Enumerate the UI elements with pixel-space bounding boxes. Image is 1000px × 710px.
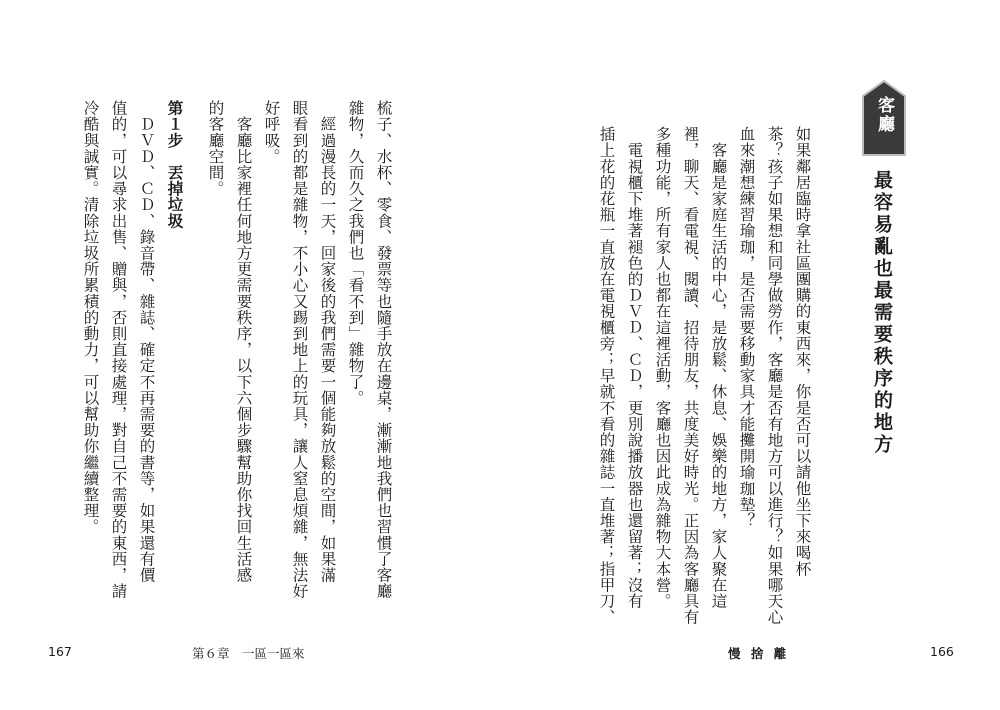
- paragraph-line: 茶？孩子如果想和同學做勞作，客廳是否有地方可以進行？如果哪天心: [765, 126, 784, 626]
- step-paragraph-line: 值的，可以尋求出售、贈與，否則直接處理，對自己不需要的東西，請: [109, 100, 128, 600]
- paragraph-line: 經過漫長的一天，回家後的我們需要一個能夠放鬆的空間，如果滿: [318, 100, 337, 583]
- section-badge-label: 客廳: [874, 96, 894, 134]
- paragraph-line: 雜物，久而久之我們也「看不到」雜物了。: [346, 100, 365, 406]
- chapter-footer: 第６章 一區一區來: [192, 646, 305, 661]
- book-title-footer: 慢 捨 離: [728, 646, 790, 661]
- step-heading: 第１步 丟掉垃圾: [165, 100, 184, 229]
- page-number: 167: [48, 644, 72, 659]
- step-paragraph-line: ＤＶＤ、ＣＤ、錄音帶、雜誌、確定不再需要的書等，如果還有價: [137, 100, 156, 583]
- paragraph-line: 客廳比家裡任何地方更需要秩序，以下六個步驟幫助你找回生活感: [234, 100, 253, 583]
- paragraph-line: 插上花的花瓶一直放在電視櫃旁；早就不看的雜誌一直堆著；指甲刀、: [597, 126, 616, 626]
- paragraph-line: 客廳是家庭生活的中心，是放鬆、休息、娛樂的地方，家人聚在這: [709, 126, 728, 609]
- paragraph-line: 電視櫃下堆著褪色的ＤＶＤ、ＣＤ，更別說播放器也還留著；沒有: [625, 126, 644, 609]
- paragraph-line: 梳子、水杯、零食、發票等也隨手放在邊桌，漸漸地我們也習慣了客廳: [374, 100, 393, 600]
- paragraph-line: 眼看到的都是雜物，不小心又踢到地上的玩具，讓人窒息煩雜，無法好: [290, 100, 309, 600]
- paragraph-line: 裡，聊天、看電視、閱讀、招待朋友，共度美好時光。正因為客廳具有: [681, 126, 700, 626]
- paragraph-line: 多種功能，所有家人也都在這裡活動，客廳也因此成為雜物大本營。: [653, 126, 672, 609]
- paragraph-line: 的客廳空間。: [206, 100, 225, 197]
- page-number: 166: [930, 644, 954, 659]
- paragraph-line: 好呼吸。: [262, 100, 281, 165]
- paragraph-line: 如果鄰居臨時拿社區團購的東西來，你是否可以請他坐下來喝杯: [793, 126, 812, 577]
- paragraph-line: 血來潮想練習瑜珈，是否需要移動家具才能攤開瑜珈墊？: [737, 126, 756, 529]
- section-title: 最容易亂也最需要秩序的地方: [871, 170, 893, 456]
- step-paragraph-line: 冷酷與誠實。清除垃圾所累積的動力，可以幫助你繼續整理。: [81, 100, 100, 535]
